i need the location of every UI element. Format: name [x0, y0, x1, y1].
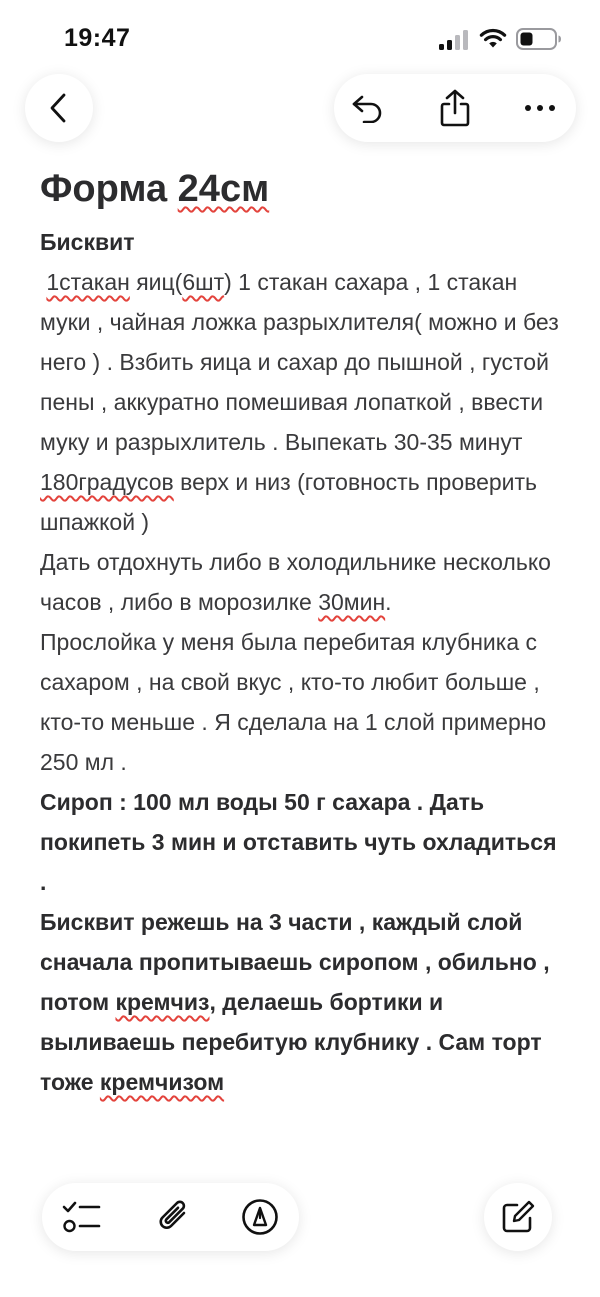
battery-icon	[516, 28, 562, 50]
checklist-button[interactable]	[48, 1183, 116, 1251]
note-title-text: Форма	[40, 168, 178, 210]
misspelled-word: кремчизом	[99, 1069, 225, 1095]
more-icon	[524, 104, 556, 112]
text-run: Дать отдохнуть либо в холодильнике несколько часов , либо в морозилке	[40, 549, 551, 615]
note-paragraph: Прослойка у меня была перебитая клубника с сахаром , на свой вкус , кто-то любит больше , кто-то меньше . Я сделала на 1 слой примерно 250 мл .	[40, 629, 547, 775]
note-paragraph: Бисквит	[40, 229, 135, 255]
checklist-icon	[62, 1199, 102, 1235]
share-button[interactable]	[421, 74, 489, 142]
signal-icon	[439, 30, 469, 50]
markup-pen-icon	[241, 1198, 279, 1236]
more-button[interactable]	[506, 74, 574, 142]
note-paragraph	[40, 542, 568, 622]
back-button[interactable]	[25, 74, 93, 142]
undo-button[interactable]	[334, 74, 402, 142]
bottom-toolbar	[42, 1183, 299, 1251]
text-run: яиц(	[129, 269, 183, 295]
note-paragraph: Сироп : 100 мл воды 50 г сахара . Дать покипеть 3 мин и отставить чуть охладиться .	[40, 789, 557, 895]
status-time: 19:47	[64, 24, 131, 52]
compose-icon	[500, 1199, 536, 1235]
note-editor[interactable]	[40, 160, 568, 1185]
note-title-text: 24см	[177, 168, 270, 210]
misspelled-word: 6шт	[182, 269, 225, 295]
text-run: , делаешь бортики и выливаешь перебитую клубнику . Сам торт тоже	[40, 989, 542, 1095]
misspelled-word: 1стакан	[46, 269, 130, 295]
note-title[interactable]	[40, 160, 568, 218]
markup-button[interactable]	[226, 1183, 294, 1251]
chevron-left-icon	[47, 93, 71, 123]
note-paragraph	[40, 262, 568, 542]
paperclip-icon	[157, 1198, 191, 1236]
misspelled-word: 180градусов	[40, 469, 174, 495]
note-actions-group	[334, 74, 576, 142]
note-body[interactable]	[40, 222, 568, 1102]
compose-button[interactable]	[484, 1183, 552, 1251]
attach-button[interactable]	[140, 1183, 208, 1251]
share-icon	[439, 89, 471, 127]
text-run: ) 1 стакан сахара , 1 стакан муки , чайная ложка разрыхлителя( можно и без него ) . Взбить яица и сахар до пышной , густой пены , аккуратно помешивая лопаткой , ввести муку и разрыхлитель . Выпекать 30-35 минут	[40, 269, 559, 455]
text-run: Бисквит режешь на 3 части , каждый слой сначала пропитываешь сиропом , обильно , потом	[40, 909, 550, 1015]
text-run: .	[385, 589, 392, 615]
misspelled-word: 30мин	[318, 589, 386, 615]
misspelled-word: кремчиз	[115, 989, 210, 1015]
status-bar	[0, 0, 600, 80]
note-paragraph	[40, 902, 568, 1102]
undo-icon	[351, 93, 385, 123]
wifi-icon	[479, 27, 507, 49]
text-run: верх и низ (готовность проверить шпажкой )	[40, 469, 538, 535]
